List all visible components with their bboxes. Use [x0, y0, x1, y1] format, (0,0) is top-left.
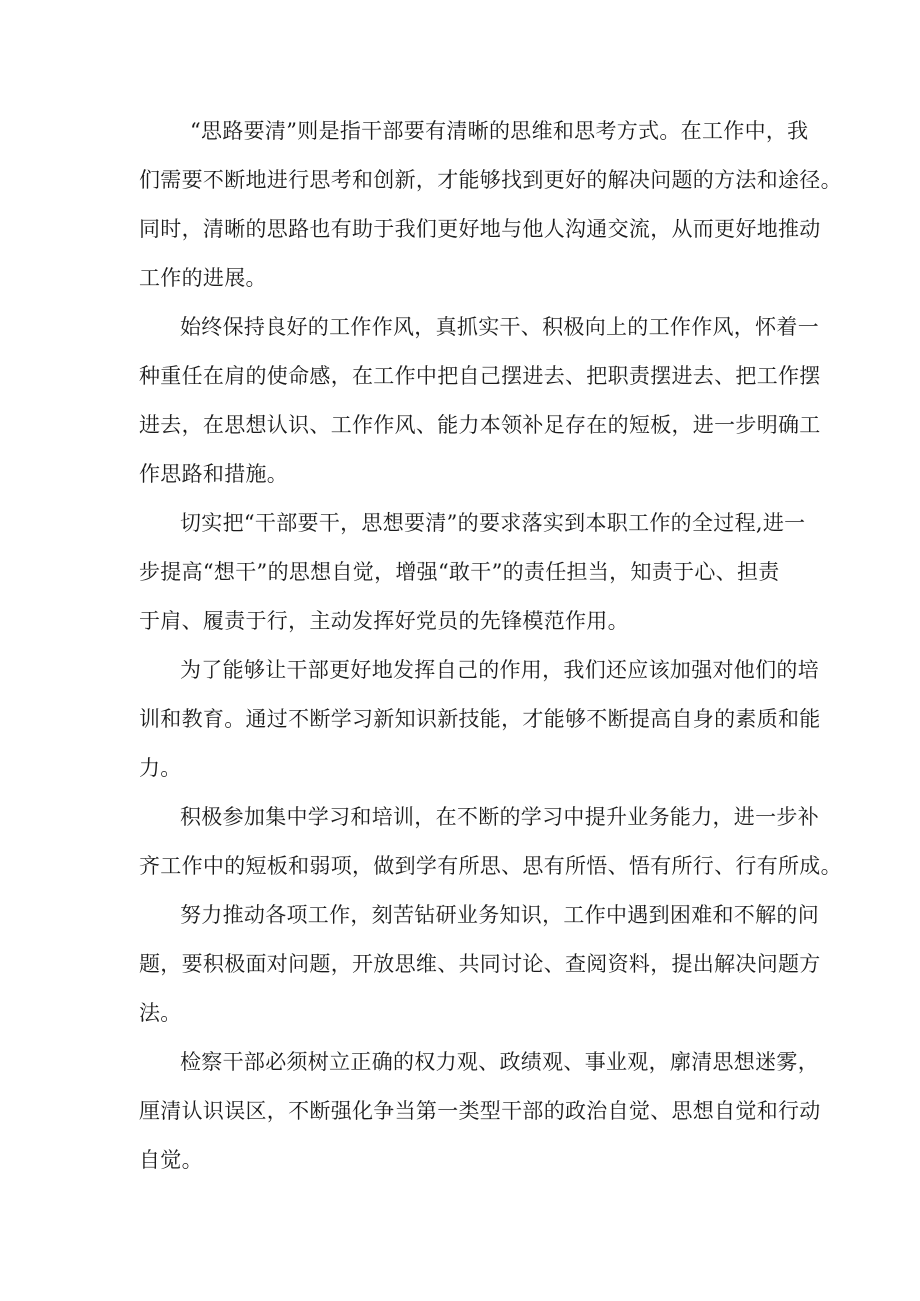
paragraph-6-line-2: 题，要积极面对问题，开放思维、共同讨论、查阅资料，提出解决问题方	[139, 952, 821, 976]
paragraph-2-line-4: 作思路和措施。	[139, 462, 289, 486]
paragraph-6-line-1: 努力推动各项工作，刻苦钻研业务知识，工作中遇到困难和不解的问	[180, 903, 819, 927]
paragraph-4-line-2: 训和教育。通过不断学习新知识新技能，才能够不断提高自身的素质和能	[139, 707, 821, 731]
paragraph-7-line-2: 厘清认识误区，不断强化争当第一类型干部的政治自觉、思想自觉和行动	[139, 1099, 821, 1123]
paragraph-5-line-2: 齐工作中的短板和弱项，做到学有所思、思有所悟、悟有所行、行有所成。	[139, 854, 842, 878]
paragraph-1-line-2: 们需要不断地进行思考和创新，才能够找到更好的解决问题的方法和途径。	[139, 168, 842, 192]
paragraph-1-line-3: 同时，清晰的思路也有助于我们更好地与他人沟通交流，从而更好地推动	[139, 217, 821, 241]
paragraph-1-line-4: 工作的进展。	[139, 266, 267, 290]
paragraph-2-line-2: 种重任在肩的使命感，在工作中把自己摆进去、把职责摆进去、把工作摆	[139, 364, 821, 388]
paragraph-3-line-2: 步提高“想干”的思想自觉，增强“敢干”的责任担当，知责于心、担责	[139, 560, 780, 584]
paragraph-5-line-1: 积极参加集中学习和培训，在不断的学习中提升业务能力，进一步补	[180, 805, 819, 829]
paragraph-2-line-1: 始终保持良好的工作作风，真抓实干、积极向上的工作作风，怀着一	[180, 315, 819, 339]
paragraph-7-line-3: 自觉。	[139, 1148, 203, 1172]
paragraph-3-line-3: 于肩、履责于行，主动发挥好党员的先锋模范作用。	[139, 609, 629, 633]
paragraph-3-line-1: 切实把“干部要干，思想要清”的要求落实到本职工作的全过程,进一	[180, 511, 806, 535]
paragraph-4-line-1: 为了能够让干部更好地发挥自己的作用，我们还应该加强对他们的培	[180, 658, 819, 682]
paragraph-1-line-1: “思路要清”则是指干部要有清晰的思维和思考方式。在工作中，我	[190, 119, 809, 143]
paragraph-4-line-3: 力。	[139, 756, 182, 780]
paragraph-2-line-3: 进去，在思想认识、工作作风、能力本领补足存在的短板，进一步明确工	[139, 413, 821, 437]
paragraph-7-line-1: 检察干部必须树立正确的权力观、政绩观、事业观，廓清思想迷雾，	[180, 1050, 819, 1074]
paragraph-6-line-3: 法。	[139, 1001, 182, 1025]
